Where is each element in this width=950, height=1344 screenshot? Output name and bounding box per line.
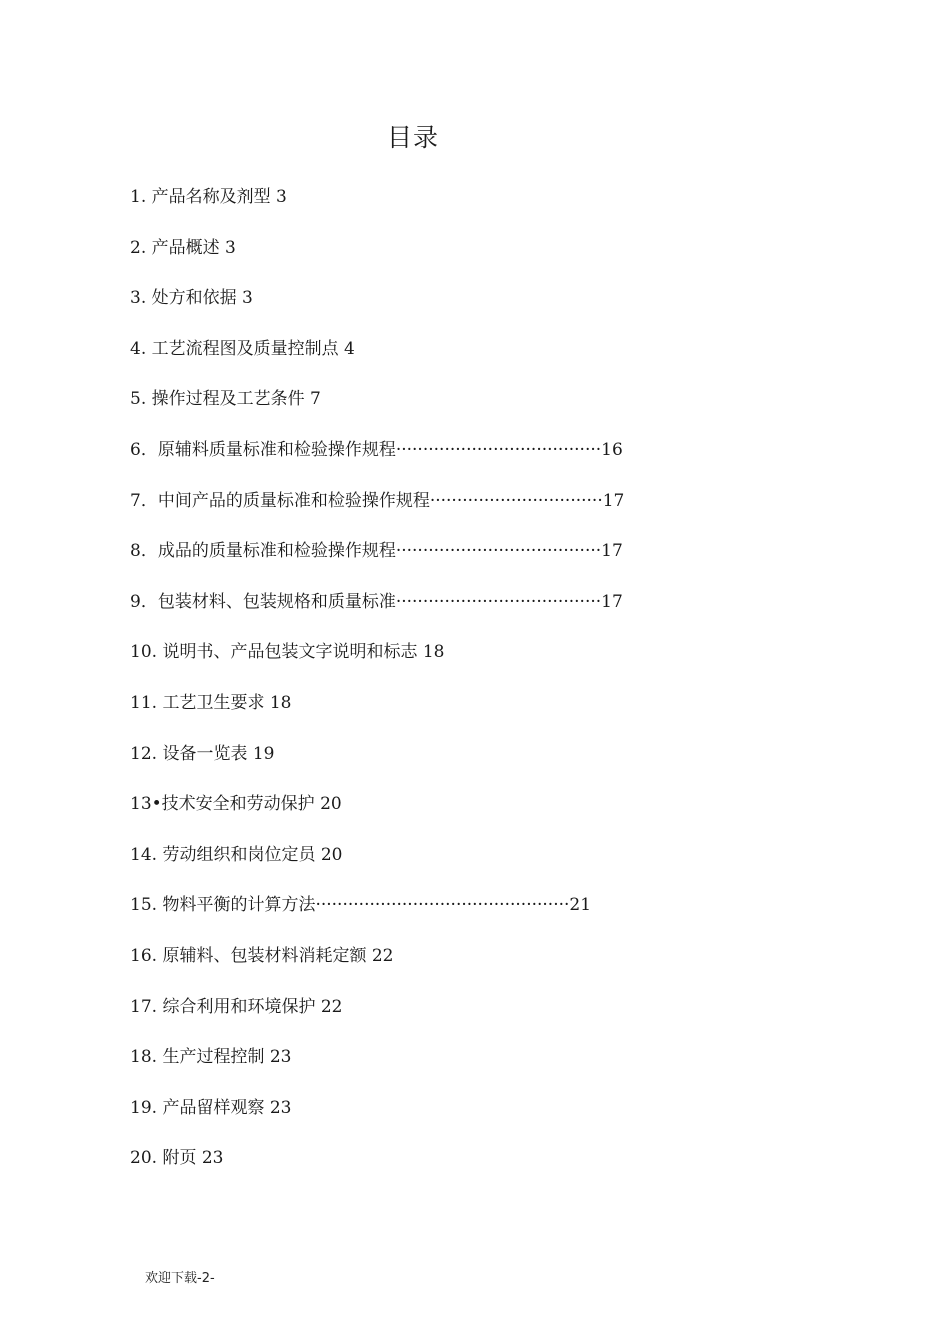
toc-entry-1: 1. 产品名称及剂型 3: [130, 187, 287, 207]
toc-entry-6: 6．原辅料质量标准和检验操作规程······································16: [130, 439, 623, 460]
toc-entry-14: 14. 劳动组织和岗位定员 20: [130, 844, 343, 865]
toc-entry-10: 10. 说明书、产品包装文字说明和标志 18: [130, 642, 445, 663]
page-footer: 欢迎下载-2-: [145, 1271, 215, 1286]
toc-entry-4: 4. 工艺流程图及质量控制点 4: [130, 338, 355, 359]
toc-entry-3: 3. 处方和依据 3: [130, 288, 253, 309]
page-title: 目录: [386, 123, 439, 152]
toc-entry-18: 18. 生产过程控制 23: [130, 1047, 292, 1068]
toc-entry-7: 7．中间产品的质量标准和检验操作规程································17: [130, 490, 625, 511]
toc-entry-11: 11. 工艺卫生要求 18: [130, 692, 292, 713]
toc-entry-5: 5. 操作过程及工艺条件 7: [130, 389, 321, 410]
toc-entry-15: 15. 物料平衡的计算方法···············································21: [130, 895, 592, 916]
toc-entry-19: 19. 产品留样观察 23: [130, 1097, 292, 1118]
toc-entry-9: 9．包装材料、包装规格和质量标准······································17: [130, 591, 623, 612]
toc-entry-2: 2. 产品概述 3: [130, 237, 236, 258]
toc-entry-8: 8．成品的质量标准和检验操作规程······································17: [130, 541, 623, 562]
table-of-contents: [130, 182, 730, 1194]
toc-entry-17: 17. 综合利用和环境保护 22: [130, 996, 343, 1017]
toc-entry-20: 20. 附页 23: [130, 1148, 224, 1169]
toc-entry-16: 16. 原辅料、包装材料消耗定额 22: [130, 945, 394, 966]
toc-entry-13: 13•技术安全和劳动保护 20: [130, 794, 342, 815]
toc-entry-12: 12. 设备一览表 19: [130, 743, 275, 764]
